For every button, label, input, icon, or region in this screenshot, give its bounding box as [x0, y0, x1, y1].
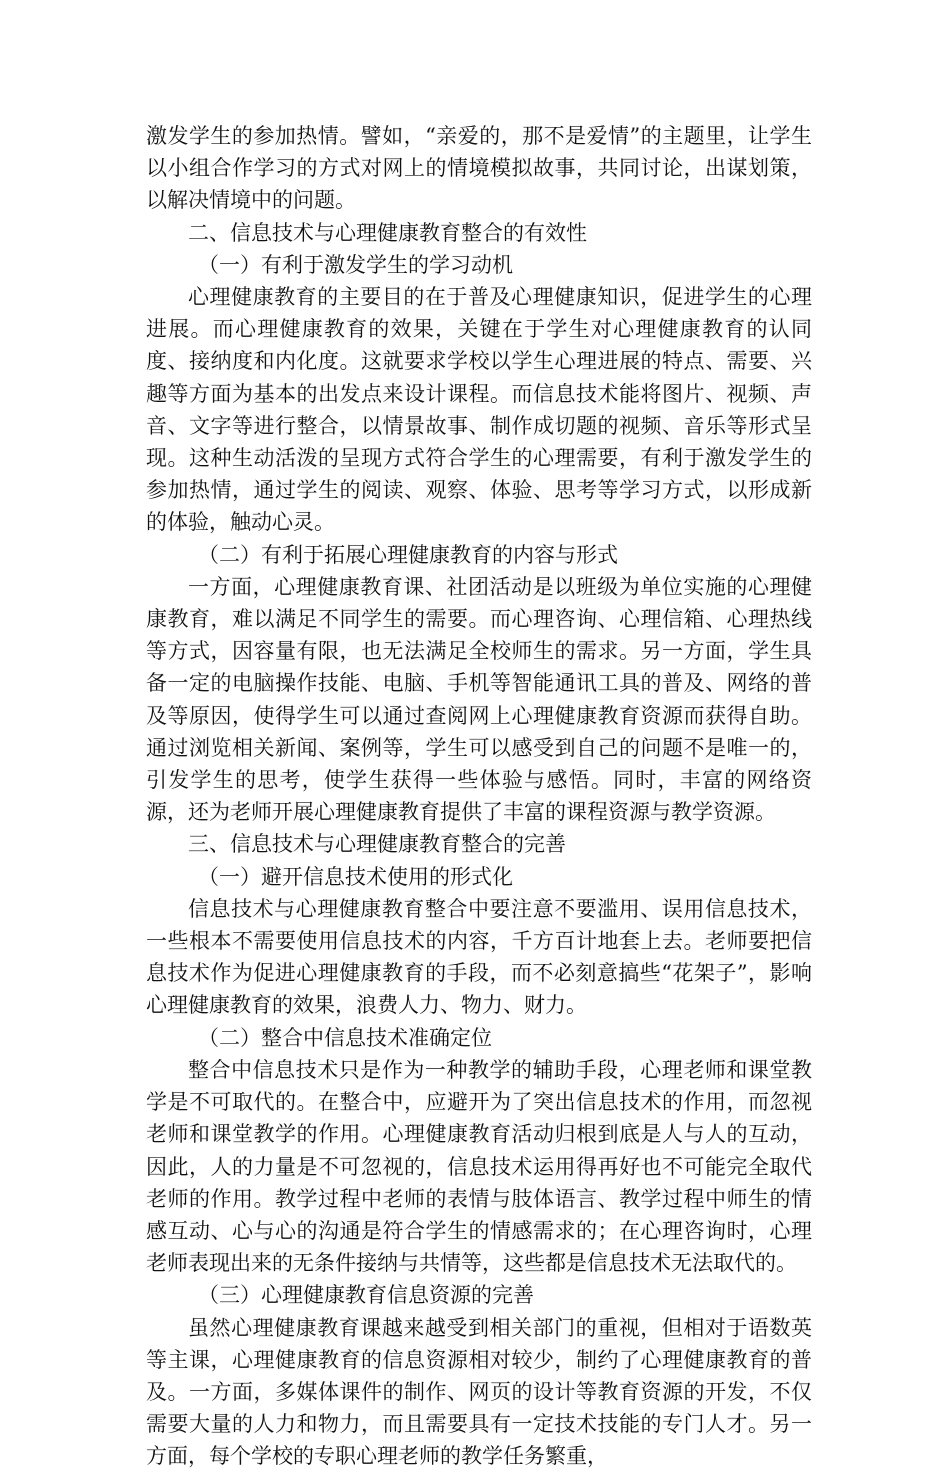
subsection-heading: （一）有利于激发学生的学习动机 — [198, 252, 513, 277]
paragraph: 信息技术与心理健康教育整合中要注意不要滥用、误用信息技术，一些根本不需要使用信息技术的内容，千方百计地套上去。老师要把信息技术作为促进心理健康教育的手段，而不必刻意搞些“花架子”，影响心理健康教育的效果，浪费人力、物力、财力。 — [146, 896, 812, 1018]
paragraph: 一方面，心理健康教育课、社团活动是以班级为单位实施的心理健康教育，难以满足不同学生的需要。而心理咨询、心理信箱、心理热线等方式，因容量有限，也无法满足全校师生的需求。另一方面，学生具备一定的电脑操作技能、电脑、手机等智能通讯工具的普及、网络的普及等原因，使得学生可以通过查阅网上心理健康教育资源而获得自助。通过浏览相关新闻、案例等，学生可以感受到自己的问题不是唯一的，引发学生的思考，使学生获得一些体验与感悟。同时，丰富的网络资源，还为老师开展心理健康教育提供了丰富的课程资源与教学资源。 — [146, 574, 812, 825]
section-heading: 三、信息技术与心理健康教育整合的完善 — [188, 832, 566, 857]
paragraph: 激发学生的参加热情。譬如，“亲爱的，那不是爱情”的主题里，让学生以小组合作学习的方式对网上的情境模拟故事，共同讨论，出谋划策，以解决情境中的问题。 — [146, 124, 812, 213]
paragraph: 整合中信息技术只是作为一种教学的辅助手段，心理老师和课堂教学是不可取代的。在整合中，应避开为了突出信息技术的作用，而忽视老师和课堂教学的作用。心理健康教育活动归根到底是人与人的互动，因此，人的力量是不可忽视的，信息技术运用得再好也不可能完全取代老师的作用。教学过程中老师的表情与肢体语言、教学过程中师生的情感互动、心与心的沟通是符合学生的情感需求的；在心理咨询时，心理老师表现出来的无条件接纳与共情等，这些都是信息技术无法取代的。 — [146, 1057, 812, 1276]
document-body — [146, 120, 812, 1473]
paragraph: 虽然心理健康教育课越来越受到相关部门的重视，但相对于语数英等主课，心理健康教育的信息资源相对较少，制约了心理健康教育的普及。一方面，多媒体课件的制作、网页的设计等教育资源的开发，不仅需要大量的人力和物力，而且需要具有一定技术技能的专门人才。另一方面，每个学校的专职心理老师的教学任务繁重， — [146, 1315, 812, 1469]
subsection-heading: （二）整合中信息技术准确定位 — [198, 1025, 492, 1050]
subsection-heading: （二）有利于拓展心理健康教育的内容与形式 — [198, 542, 618, 567]
paragraph: 心理健康教育的主要目的在于普及心理健康知识，促进学生的心理进展。而心理健康教育的效果，关键在于学生对心理健康教育的认同度、接纳度和内化度。这就要求学校以学生心理进展的特点、需要、兴趣等方面为基本的出发点来设计课程。而信息技术能将图片、视频、声音、文字等进行整合，以情景故事、制作成切题的视频、音乐等形式呈现。这种生动活泼的呈现方式符合学生的心理需要，有利于激发学生的参加热情，通过学生的阅读、观察、体验、思考等学习方式，以形成新的体验，触动心灵。 — [146, 285, 812, 535]
subsection-heading: （三）心理健康教育信息资源的完善 — [198, 1283, 534, 1308]
subsection-heading: （一）避开信息技术使用的形式化 — [198, 864, 513, 889]
section-heading: 二、信息技术与心理健康教育整合的有效性 — [188, 220, 587, 245]
